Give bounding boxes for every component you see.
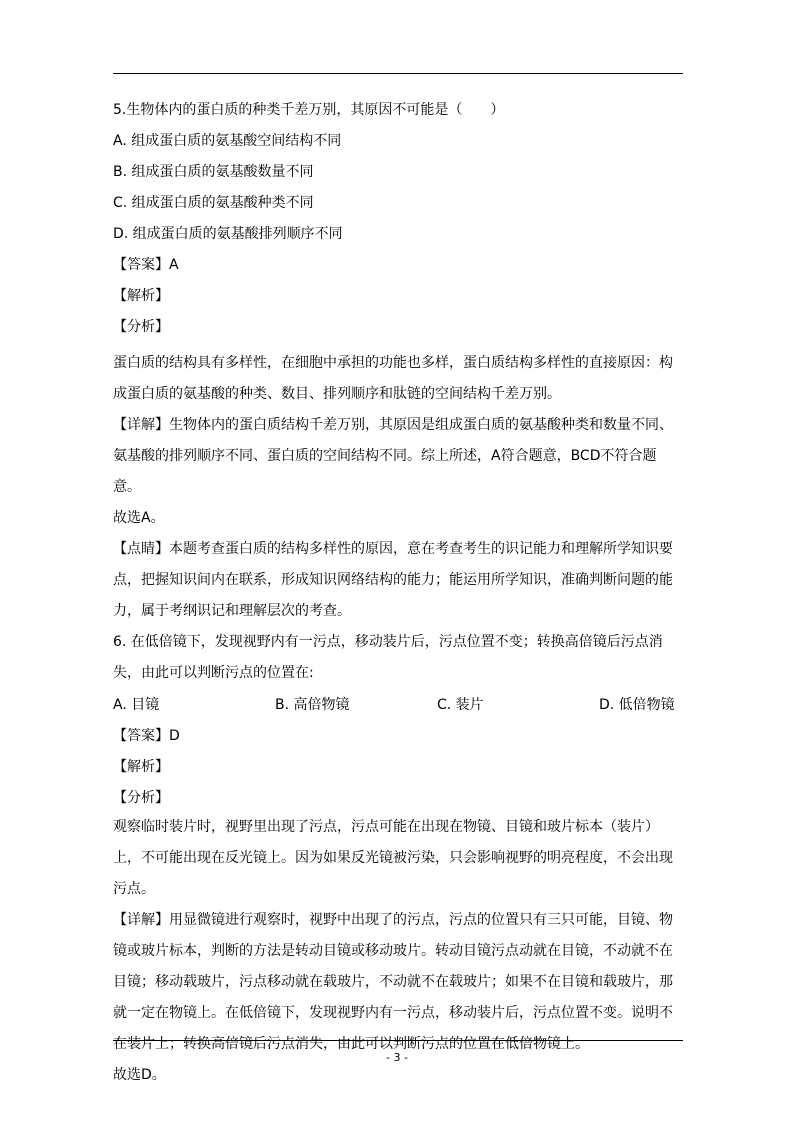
q5-choice: 故选A。 — [113, 510, 165, 526]
page-number: - 3 - — [386, 1051, 408, 1064]
q6-option-a: A. 目镜 — [113, 697, 160, 713]
q5-option-c: C. 组成蛋白质的氨基酸种类不同 — [113, 195, 314, 211]
q6-option-c: C. 装片 — [437, 697, 484, 713]
page-content — [113, 100, 683, 1091]
q6-option-d: D. 低倍物镜 — [599, 697, 675, 713]
q5-analysis-heading: 【解析】 — [113, 288, 169, 304]
q6-answer: 【答案】D — [113, 728, 180, 744]
q5-detail: 【详解】生物体内的蛋白质结构千差万别，其原因是组成蛋白质的氨基酸种类和数量不同、氨基酸的排列顺序不同、蛋白质的空间结构不同。综上所述，A符合题意，BCD不符合题意。 — [113, 417, 673, 495]
q5-answer: 【答案】A — [113, 257, 179, 273]
q6-fenxi-heading: 【分析】 — [113, 790, 169, 806]
q6-stem: 6. 在低倍镜下，发现视野内有一污点，移动装片后，污点位置不变；转换高倍镜后污点消失，由此可以判断污点的位置在: — [113, 634, 663, 681]
q5-option-d: D. 组成蛋白质的氨基酸排列顺序不同 — [113, 226, 343, 242]
q5-stem: 5.生物体内的蛋白质的种类千差万别，其原因不可能是（ ） — [113, 102, 505, 118]
q5-option-b: B. 组成蛋白质的氨基酸数量不同 — [113, 164, 314, 180]
q6-option-b: B. 高倍物镜 — [275, 697, 350, 713]
q6-detail: 【详解】用显微镜进行观察时，视野中出现了的污点，污点的位置只有三只可能，目镜、物镜或玻片标本，判断的方法是转动目镜或移动玻片。转动目镜污点动就在目镜，不动就不在目镜；移动载玻片，污点移动就在载玻片，不动就不在载玻片；如果不在目镜和载玻片，那就一定在物镜上。在低倍镜下，发现视野内有一污点，移动装片后，污点位置不变。说明不在装片上；转换高倍镜后污点消失，由此可以判断污点的位置在低倍物镜上。 — [113, 912, 673, 1052]
q6-analysis-heading: 【解析】 — [113, 759, 169, 775]
q5-fenxi-heading: 【分析】 — [113, 319, 169, 335]
q5-comment: 【点睛】本题考查蛋白质的结构多样性的原因，意在考查考生的识记能力和理解所学知识要点，把握知识间内在联系，形成知识网络结构的能力；能运用所学知识，准确判断问题的能力，属于考纲识记和理解层次的考查。 — [113, 541, 673, 619]
q6-choice: 故选D。 — [113, 1067, 166, 1083]
q5-fenxi-text: 蛋白质的结构具有多样性，在细胞中承担的功能也多样，蛋白质结构多样性的直接原因：构成蛋白质的氨基酸的种类、数目、排列顺序和肽链的空间结构千差万别。 — [113, 355, 673, 402]
footer-rule — [113, 1040, 683, 1041]
q6-fenxi-text: 观察临时装片时，视野里出现了污点，污点可能在出现在物镜、目镜和玻片标本（装片）上，不可能出现在反光镜上。因为如果反光镜被污染，只会影响视野的明亮程度，不会出现污点。 — [113, 819, 673, 897]
q5-option-a: A. 组成蛋白质的氨基酸空间结构不同 — [113, 133, 342, 149]
header-rule — [113, 73, 683, 74]
q6-options — [113, 695, 683, 715]
